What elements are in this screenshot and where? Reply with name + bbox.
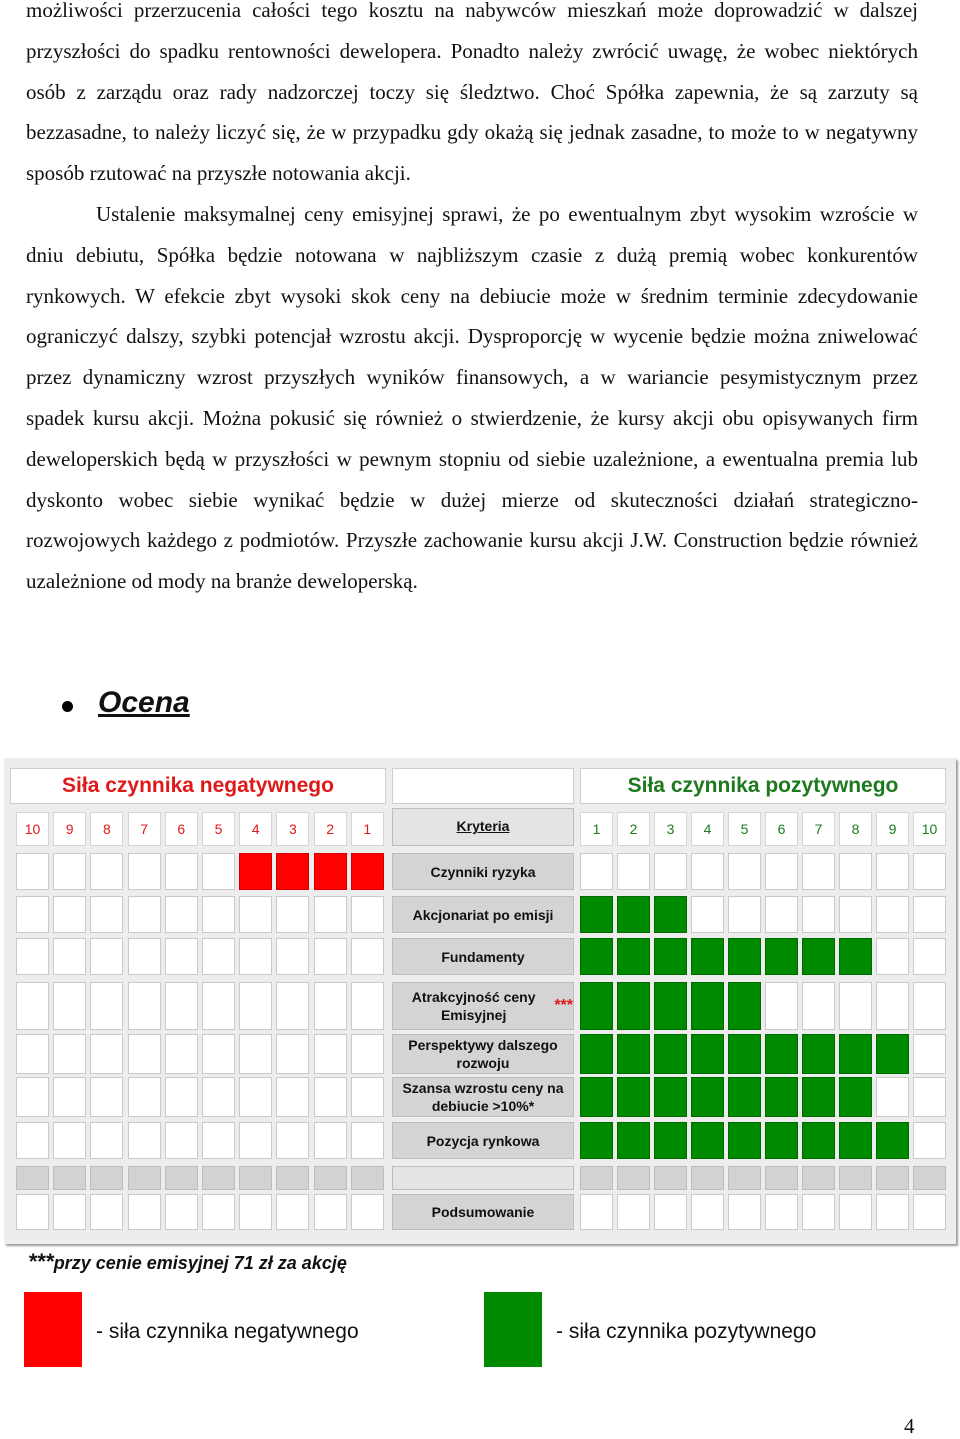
empty-cell bbox=[351, 982, 384, 1030]
positive-fill-cell bbox=[580, 938, 613, 975]
legend-positive-swatch bbox=[484, 1292, 542, 1367]
empty-cell bbox=[276, 938, 309, 975]
empty-cell bbox=[128, 1034, 161, 1074]
empty-cell bbox=[90, 1194, 123, 1230]
positive-fill-cell bbox=[728, 938, 761, 975]
empty-cell bbox=[276, 1166, 309, 1190]
empty-cell bbox=[351, 896, 384, 933]
empty-cell bbox=[691, 853, 724, 890]
empty-cell bbox=[128, 1122, 161, 1159]
empty-cell bbox=[239, 1122, 272, 1159]
empty-cell bbox=[16, 853, 49, 890]
criterion-text: Szansa wzrostu ceny na debiucie >10%* bbox=[402, 1080, 564, 1114]
criterion-text: Fundamenty bbox=[441, 948, 525, 965]
empty-cell bbox=[913, 896, 946, 933]
empty-cell bbox=[802, 896, 835, 933]
empty-cell bbox=[580, 1166, 613, 1190]
empty-cell bbox=[876, 982, 909, 1030]
empty-cell bbox=[691, 1194, 724, 1230]
empty-cell bbox=[802, 1194, 835, 1230]
positive-header: Siła czynnika pozytywnego bbox=[580, 768, 946, 804]
empty-cell bbox=[239, 1166, 272, 1190]
negative-header: Siła czynnika negatywnego bbox=[10, 768, 386, 804]
criterion-text: Atrakcyjność ceny Emisyjnej bbox=[411, 989, 536, 1023]
empty-cell bbox=[90, 982, 123, 1030]
empty-cell bbox=[16, 1194, 49, 1230]
positive-fill-cell bbox=[728, 982, 761, 1030]
empty-cell bbox=[16, 1077, 49, 1117]
empty-cell bbox=[276, 896, 309, 933]
negative-scale-number: 5 bbox=[202, 812, 235, 846]
positive-scale-number: 7 bbox=[802, 812, 835, 846]
empty-cell bbox=[90, 938, 123, 975]
positive-fill-cell bbox=[617, 1077, 650, 1117]
positive-fill-cell bbox=[617, 938, 650, 975]
legend-negative-swatch bbox=[24, 1292, 82, 1367]
empty-cell bbox=[276, 1194, 309, 1230]
empty-cell bbox=[913, 1077, 946, 1117]
empty-cell bbox=[202, 1194, 235, 1230]
positive-fill-cell bbox=[765, 1077, 798, 1117]
empty-cell bbox=[165, 1034, 198, 1074]
empty-cell bbox=[913, 982, 946, 1030]
footnote bbox=[28, 1249, 347, 1275]
empty-cell bbox=[913, 1034, 946, 1074]
empty-cell bbox=[839, 1166, 872, 1190]
positive-scale-number: 8 bbox=[839, 812, 872, 846]
empty-cell bbox=[351, 1166, 384, 1190]
negative-scale-number: 9 bbox=[53, 812, 86, 846]
empty-cell bbox=[128, 896, 161, 933]
empty-cell bbox=[16, 1034, 49, 1074]
section-title: Ocena bbox=[98, 686, 190, 719]
criterion-label bbox=[392, 1194, 574, 1230]
positive-fill-cell bbox=[654, 938, 687, 975]
empty-cell bbox=[90, 1166, 123, 1190]
empty-cell bbox=[239, 896, 272, 933]
positive-fill-cell bbox=[765, 1122, 798, 1159]
empty-cell bbox=[876, 896, 909, 933]
criterion-text: Czynniki ryzyka bbox=[430, 863, 536, 880]
empty-cell bbox=[202, 1034, 235, 1074]
empty-cell bbox=[580, 853, 613, 890]
footnote-stars: *** bbox=[28, 1249, 54, 1274]
empty-cell bbox=[165, 938, 198, 975]
empty-cell bbox=[165, 896, 198, 933]
empty-cell bbox=[16, 982, 49, 1030]
empty-cell bbox=[314, 1077, 347, 1117]
empty-cell bbox=[276, 1034, 309, 1074]
empty-cell bbox=[165, 1194, 198, 1230]
empty-cell bbox=[839, 853, 872, 890]
empty-cell bbox=[314, 1194, 347, 1230]
positive-fill-cell bbox=[691, 1122, 724, 1159]
criterion-label bbox=[392, 938, 574, 975]
empty-cell bbox=[765, 896, 798, 933]
positive-fill-cell bbox=[654, 1122, 687, 1159]
negative-scale-number: 7 bbox=[128, 812, 161, 846]
header-spacer bbox=[392, 768, 574, 804]
empty-cell bbox=[239, 1194, 272, 1230]
empty-cell bbox=[876, 938, 909, 975]
positive-fill-cell bbox=[691, 982, 724, 1030]
empty-cell bbox=[53, 1194, 86, 1230]
empty-cell bbox=[202, 1122, 235, 1159]
empty-cell bbox=[351, 1077, 384, 1117]
empty-cell bbox=[314, 1034, 347, 1074]
positive-fill-cell bbox=[802, 1077, 835, 1117]
criterion-label bbox=[392, 982, 574, 1030]
empty-cell bbox=[654, 1194, 687, 1230]
positive-fill-cell bbox=[876, 1034, 909, 1074]
positive-fill-cell bbox=[839, 1077, 872, 1117]
negative-fill-cell bbox=[351, 853, 384, 890]
empty-cell bbox=[16, 1122, 49, 1159]
body-paragraph-1: możliwości przerzucenia całości tego kosztu na nabywców mieszkań może doprowadzić w dalszej przyszłości do spadku rentowności dewelopera. Ponadto należy zwrócić uwagę, że wobec niektórych osób z zarządu oraz rady nadzorczej toczy się śledztwo. Choć Spółka zapewnia, że są zarzuty są bezzasadne, to należy liczyć się, że w przypadku gdy okażą się jednak zasadne, to może to w negatywny sposób rzutować na przyszłe notowania akcji. bbox=[26, 0, 918, 186]
empty-cell bbox=[839, 896, 872, 933]
empty-cell bbox=[16, 938, 49, 975]
positive-fill-cell bbox=[617, 1034, 650, 1074]
positive-fill-cell bbox=[728, 1077, 761, 1117]
empty-cell bbox=[802, 853, 835, 890]
empty-cell bbox=[314, 1166, 347, 1190]
empty-cell bbox=[202, 1166, 235, 1190]
empty-cell bbox=[351, 1122, 384, 1159]
empty-cell bbox=[202, 982, 235, 1030]
empty-cell bbox=[913, 1194, 946, 1230]
empty-cell bbox=[314, 896, 347, 933]
positive-scale-number: 2 bbox=[617, 812, 650, 846]
criterion-label bbox=[392, 1166, 574, 1190]
empty-cell bbox=[913, 938, 946, 975]
criterion-text: Akcjonariat po emisji bbox=[412, 906, 554, 923]
empty-cell bbox=[128, 1166, 161, 1190]
empty-cell bbox=[276, 982, 309, 1030]
rating-grid bbox=[4, 758, 956, 1244]
empty-cell bbox=[839, 1194, 872, 1230]
empty-cell bbox=[617, 853, 650, 890]
empty-cell bbox=[202, 896, 235, 933]
empty-cell bbox=[16, 896, 49, 933]
empty-cell bbox=[239, 982, 272, 1030]
empty-cell bbox=[165, 982, 198, 1030]
positive-fill-cell bbox=[617, 1122, 650, 1159]
empty-cell bbox=[90, 853, 123, 890]
empty-cell bbox=[128, 1194, 161, 1230]
page-number: 4 bbox=[904, 1414, 915, 1438]
empty-cell bbox=[314, 938, 347, 975]
bullet-icon bbox=[62, 701, 73, 712]
empty-cell bbox=[913, 853, 946, 890]
empty-cell bbox=[90, 1034, 123, 1074]
negative-scale-number: 8 bbox=[90, 812, 123, 846]
empty-cell bbox=[128, 982, 161, 1030]
positive-fill-cell bbox=[617, 982, 650, 1030]
empty-cell bbox=[90, 896, 123, 933]
empty-cell bbox=[202, 1077, 235, 1117]
empty-cell bbox=[802, 982, 835, 1030]
positive-fill-cell bbox=[839, 938, 872, 975]
positive-fill-cell bbox=[839, 1034, 872, 1074]
positive-scale-number: 6 bbox=[765, 812, 798, 846]
empty-cell bbox=[239, 1077, 272, 1117]
positive-fill-cell bbox=[728, 1122, 761, 1159]
empty-cell bbox=[128, 938, 161, 975]
empty-cell bbox=[53, 938, 86, 975]
criterion-label bbox=[392, 896, 574, 933]
negative-scale-number: 4 bbox=[239, 812, 272, 846]
positive-fill-cell bbox=[802, 1034, 835, 1074]
positive-fill-cell bbox=[802, 1122, 835, 1159]
positive-fill-cell bbox=[580, 896, 613, 933]
empty-cell bbox=[691, 1166, 724, 1190]
negative-fill-cell bbox=[239, 853, 272, 890]
criterion-label bbox=[392, 1034, 574, 1074]
empty-cell bbox=[765, 982, 798, 1030]
positive-scale-number: 5 bbox=[728, 812, 761, 846]
empty-cell bbox=[90, 1077, 123, 1117]
empty-cell bbox=[876, 1194, 909, 1230]
empty-cell bbox=[617, 1194, 650, 1230]
positive-fill-cell bbox=[580, 1034, 613, 1074]
criterion-label bbox=[392, 853, 574, 890]
empty-cell bbox=[913, 1122, 946, 1159]
empty-cell bbox=[691, 896, 724, 933]
positive-fill-cell bbox=[654, 1077, 687, 1117]
empty-cell bbox=[580, 1194, 613, 1230]
empty-cell bbox=[351, 1194, 384, 1230]
positive-scale-number: 4 bbox=[691, 812, 724, 846]
empty-cell bbox=[53, 1077, 86, 1117]
empty-cell bbox=[765, 1166, 798, 1190]
empty-cell bbox=[165, 1122, 198, 1159]
empty-cell bbox=[876, 1077, 909, 1117]
negative-scale-number: 3 bbox=[276, 812, 309, 846]
criteria-header: Kryteria bbox=[392, 808, 574, 846]
empty-cell bbox=[276, 1122, 309, 1159]
empty-cell bbox=[654, 1166, 687, 1190]
empty-cell bbox=[202, 853, 235, 890]
empty-cell bbox=[728, 853, 761, 890]
criterion-text: Podsumowanie bbox=[431, 1204, 535, 1220]
empty-cell bbox=[128, 1077, 161, 1117]
empty-cell bbox=[728, 1194, 761, 1230]
empty-cell bbox=[802, 1166, 835, 1190]
positive-fill-cell bbox=[654, 1034, 687, 1074]
positive-fill-cell bbox=[728, 1034, 761, 1074]
empty-cell bbox=[53, 982, 86, 1030]
negative-fill-cell bbox=[276, 853, 309, 890]
negative-scale-number: 10 bbox=[16, 812, 49, 846]
empty-cell bbox=[314, 1122, 347, 1159]
positive-scale-number: 9 bbox=[876, 812, 909, 846]
empty-cell bbox=[53, 896, 86, 933]
negative-scale-number: 2 bbox=[314, 812, 347, 846]
criterion-stars: *** bbox=[554, 997, 573, 1014]
empty-cell bbox=[90, 1122, 123, 1159]
empty-cell bbox=[53, 1034, 86, 1074]
empty-cell bbox=[239, 938, 272, 975]
positive-fill-cell bbox=[802, 938, 835, 975]
empty-cell bbox=[839, 982, 872, 1030]
positive-scale-number: 3 bbox=[654, 812, 687, 846]
empty-cell bbox=[876, 1166, 909, 1190]
empty-cell bbox=[728, 896, 761, 933]
positive-fill-cell bbox=[691, 1077, 724, 1117]
positive-scale-number: 10 bbox=[913, 812, 946, 846]
positive-fill-cell bbox=[617, 896, 650, 933]
footnote-text: przy cenie emisyjnej 71 zł za akcję bbox=[53, 1253, 347, 1273]
empty-cell bbox=[617, 1166, 650, 1190]
empty-cell bbox=[165, 1077, 198, 1117]
empty-cell bbox=[654, 853, 687, 890]
positive-fill-cell bbox=[876, 1122, 909, 1159]
empty-cell bbox=[16, 1166, 49, 1190]
empty-cell bbox=[913, 1166, 946, 1190]
criterion-text: Perspektywy dalszego rozwoju bbox=[408, 1037, 558, 1071]
empty-cell bbox=[53, 853, 86, 890]
empty-cell bbox=[165, 853, 198, 890]
empty-cell bbox=[876, 853, 909, 890]
positive-fill-cell bbox=[691, 938, 724, 975]
empty-cell bbox=[239, 1034, 272, 1074]
positive-fill-cell bbox=[765, 1034, 798, 1074]
criterion-text: Pozycja rynkowa bbox=[426, 1132, 540, 1149]
criterion-label bbox=[392, 1122, 574, 1159]
empty-cell bbox=[53, 1122, 86, 1159]
positive-fill-cell bbox=[765, 938, 798, 975]
empty-cell bbox=[128, 853, 161, 890]
positive-fill-cell bbox=[839, 1122, 872, 1159]
empty-cell bbox=[728, 1166, 761, 1190]
positive-fill-cell bbox=[580, 1077, 613, 1117]
empty-cell bbox=[276, 1077, 309, 1117]
empty-cell bbox=[351, 1034, 384, 1074]
positive-fill-cell bbox=[580, 982, 613, 1030]
legend-negative-label: - siła czynnika negatywnego bbox=[96, 1320, 359, 1343]
empty-cell bbox=[202, 938, 235, 975]
positive-scale-number: 1 bbox=[580, 812, 613, 846]
empty-cell bbox=[765, 853, 798, 890]
positive-fill-cell bbox=[691, 1034, 724, 1074]
positive-fill-cell bbox=[580, 1122, 613, 1159]
negative-fill-cell bbox=[314, 853, 347, 890]
negative-scale-number: 6 bbox=[165, 812, 198, 846]
body-paragraph-2: Ustalenie maksymalnej ceny emisyjnej sprawi, że po ewentualnym zbyt wysokim wzroście w dniu debiutu, Spółka będzie notowana w najbliższym czasie z dużą premią wobec konkurentów rynkowych. W efekcie zbyt wysoki skok ceny na debiucie może w średnim terminie zdecydowanie ograniczyć dalszy, szybki potencjał wzrostu akcji. Dysproporcję w wycenie będzie można zniwelować przez dynamiczny wzrost przyszłych wyników finansowych, a w wariancie pesymistycznym przez spadek kursu akcji. Można pokusić się również o stwierdzenie, że kursy akcji obu opisywanych firm deweloperskich będą w przyszłości w pewnym stopniu od siebie uzależnione, a ewentualna premia lub dyskonto wobec siebie wynikać będzie w dużej mierze od skuteczności działań strategiczno-rozwojowych każdego z podmiotów. Przyszłe zachowanie kursu akcji J.W. Construction będzie również uzależnione od mody na branże deweloperską. bbox=[26, 202, 918, 594]
empty-cell bbox=[351, 938, 384, 975]
positive-fill-cell bbox=[654, 896, 687, 933]
legend-positive-label: - siła czynnika pozytywnego bbox=[556, 1320, 817, 1343]
empty-cell bbox=[765, 1194, 798, 1230]
empty-cell bbox=[53, 1166, 86, 1190]
empty-cell bbox=[165, 1166, 198, 1190]
empty-cell bbox=[314, 982, 347, 1030]
criterion-label bbox=[392, 1077, 574, 1117]
negative-scale-number: 1 bbox=[351, 812, 384, 846]
positive-fill-cell bbox=[654, 982, 687, 1030]
